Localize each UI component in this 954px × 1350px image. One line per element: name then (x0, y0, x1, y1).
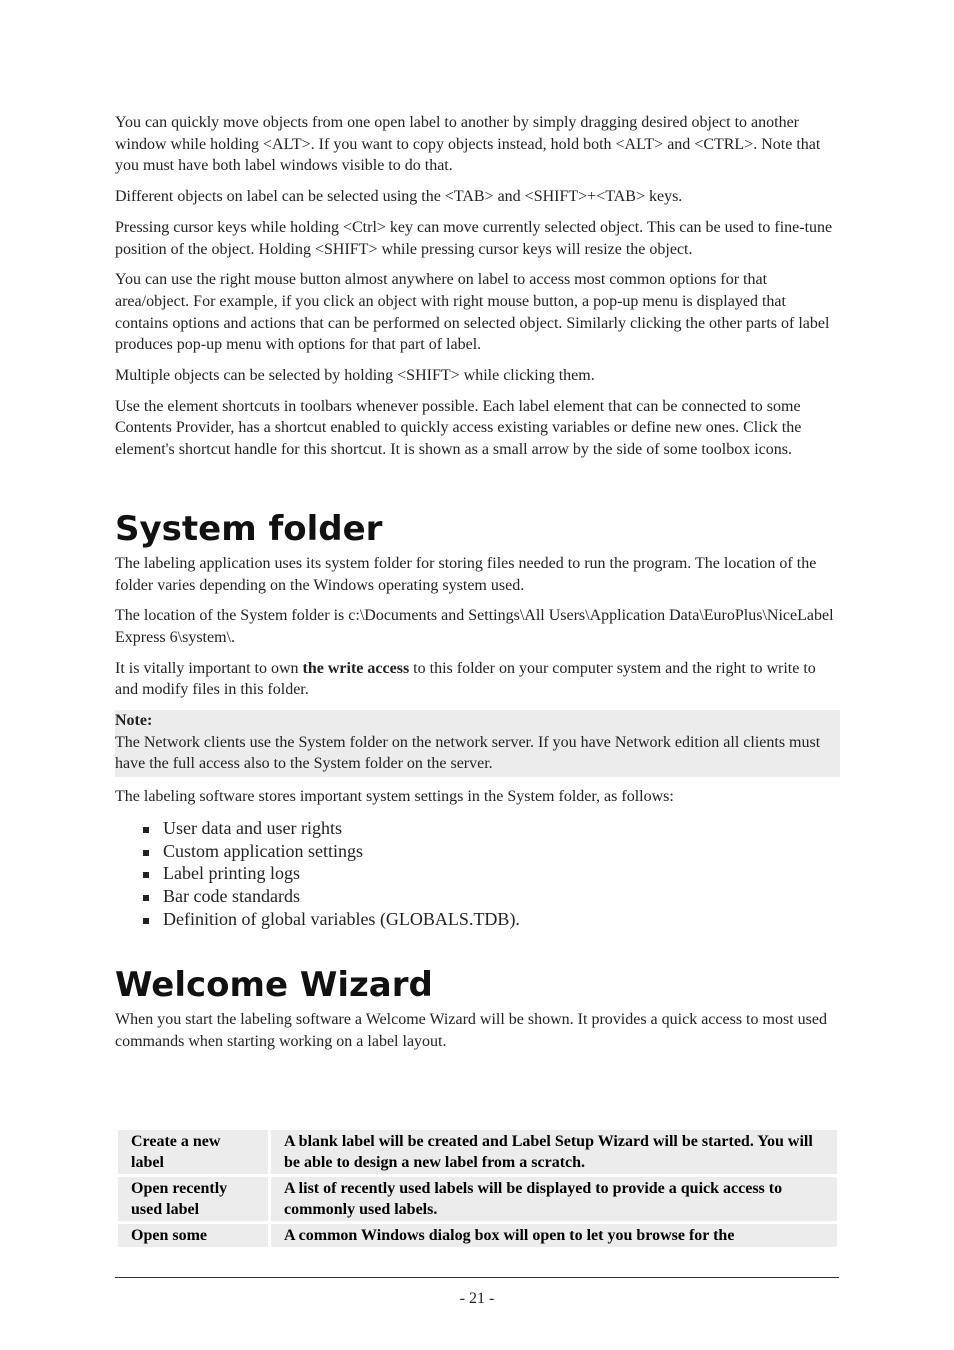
table-row (118, 1177, 837, 1221)
list-item: User data and user rights (143, 817, 840, 840)
list-item: Definition of global variables (GLOBALS.TDB). (143, 908, 840, 931)
table-cell-option: Open some (118, 1224, 268, 1247)
system-folder-paragraph-1: The labeling application uses its system folder for storing files needed to run the program. The location of the folder varies depending on the Windows operating system used. (115, 554, 817, 594)
write-access-paragraph (115, 658, 840, 701)
list-item: Bar code standards (143, 885, 840, 908)
intro-paragraph-6: Use the element shortcuts in toolbars whenever possible. Each label element that can be connected to some Contents Provider, has a shortcut enabled to quickly access existing variables or define new ones. Click the element's shortcut handle for this shortcut. It is shown as a small arrow by the side of some toolbox icons. (115, 397, 802, 459)
system-settings-paragraph: The labeling software stores important system settings in the System folder, as follows: (115, 788, 674, 806)
table-cell-option: Create a new label (118, 1130, 268, 1174)
intro-paragraph-5: Multiple objects can be selected by holding <SHIFT> while clicking them. (115, 367, 595, 385)
note-text: The Network clients use the System folder on the network server. If you have Network edition all clients must have the full access also to the System folder on the server. (115, 733, 821, 773)
intro-paragraph-1: You can quickly move objects from one open label to another by simply dragging desired object to another window while holding <ALT>. If you want to copy objects instead, hold both <ALT> and <CTRL>. Note that you must have both label windows visible to do that. (115, 114, 821, 175)
write-access-text-before: It is vitally important to own (115, 659, 303, 677)
table-row (118, 1224, 837, 1247)
list-item: Label printing logs (143, 862, 840, 885)
welcome-wizard-heading: Welcome Wizard (115, 964, 433, 1005)
page-content (115, 112, 840, 1061)
intro-paragraph-3: Pressing cursor keys while holding <Ctrl> key can move currently selected object. This can be used to fine-tune position of the object. Holding <SHIFT> while pressing cursor keys will resize the object. (115, 218, 833, 258)
write-access-bold: the write access (302, 659, 410, 677)
note-title: Note: (115, 712, 153, 730)
system-folder-location-paragraph: The location of the System folder is c:\Documents and Settings\All Users\Application Data\EuroPlus\NiceLabel Express 6\system\. (115, 607, 834, 646)
system-settings-list (115, 817, 840, 931)
wizard-options-table (115, 1127, 840, 1250)
table-cell-option: Open recently used label (118, 1177, 268, 1221)
table-cell-description: A list of recently used labels will be displayed to provide a quick access to commonly used labels. (271, 1177, 837, 1221)
table-cell-description: A blank label will be created and Label Setup Wizard will be started. You will be able to design a new label from a scratch. (271, 1130, 837, 1174)
footer-divider (115, 1277, 839, 1278)
list-item: Custom application settings (143, 840, 840, 863)
wizard-table-region (115, 1126, 840, 1251)
intro-paragraph-2: Different objects on label can be selected using the <TAB> and <SHIFT>+<TAB> keys. (115, 188, 683, 206)
table-row (118, 1130, 837, 1174)
write-access-text-after: to this folder on your computer system and the right to write to and modify files in this folder. (115, 659, 816, 699)
welcome-wizard-paragraph: When you start the labeling software a Welcome Wizard will be shown. It provides a quick access to most used commands when starting working on a label layout. (115, 1010, 827, 1050)
note-box (115, 710, 840, 777)
system-folder-heading: System folder (115, 508, 383, 549)
table-cell-description: A common Windows dialog box will open to let you browse for the (271, 1224, 837, 1247)
page-number: - 21 - (459, 1290, 495, 1307)
intro-paragraph-4: You can use the right mouse button almost anywhere on label to access most common options for that area/object. For example, if you click an object with right mouse button, a pop-up menu is displayed that contains options and actions that can be performed on selected object. Similarly clicking the other parts of label produces pop-up menu with options for that part of label. (115, 271, 830, 354)
